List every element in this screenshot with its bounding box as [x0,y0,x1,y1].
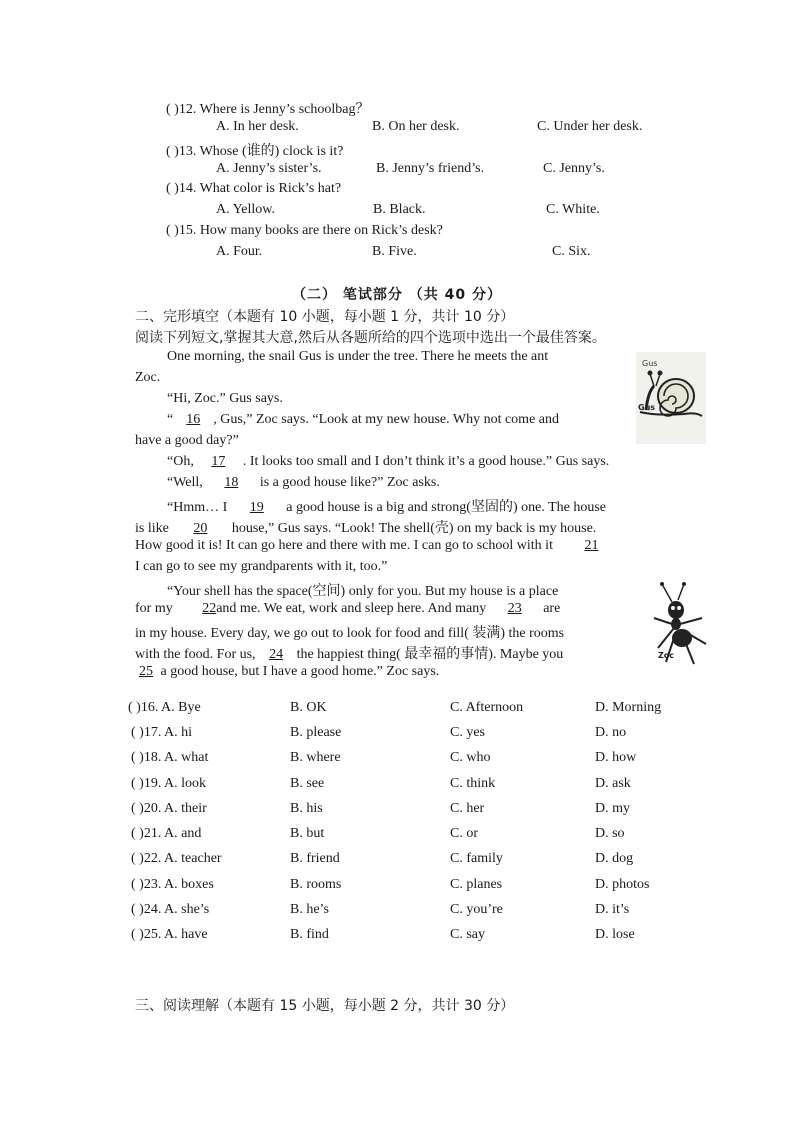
reading-heading: 三、阅读理解（本题有 15 小题，每小题 2 分，共计 30 分） [135,998,515,1014]
cloze-option-c: C. who [450,750,491,765]
cloze-question-number: ( )22. A. teacher [131,851,222,866]
passage-text: and me. We eat, work and sleep here. And many [216,601,487,616]
cloze-option-d: D. dog [595,851,634,866]
cloze-option-c: C. you’re [450,902,503,917]
passage-text: are [543,601,561,616]
passage-text: “Hmm… I [167,500,228,515]
blank-19: 19 [249,500,264,515]
cloze-option-row [128,776,688,796]
passage-text: with the food. For us, [135,647,256,662]
blank-18: 18 [224,475,239,490]
cloze-question-number: ( )25. A. have [131,927,208,942]
passage-text: , Gus,” Zoc says. “Look at my new house. Why not come and [213,412,559,427]
blank-23: 23 [507,601,522,616]
cloze-instruction: 阅读下列短文,掌握其大意,然后从各题所给的四个选项中选出一个最佳答案。 [135,330,606,346]
cloze-question-number: ( )20. A. their [131,801,207,816]
cloze-option-b: B. rooms [290,877,342,892]
cloze-question-number: ( )18. A. what [131,750,209,765]
ant-label: Zoc [658,651,675,660]
passage-line [167,496,606,516]
passage-line: Zoc. [135,370,161,385]
cloze-option-d: D. Morning [595,700,662,715]
question-12: ( )12. Where is Jenny’s schoolbag？ [166,102,370,117]
passage-text: a good house, but I have a good home.” Zoc says. [160,664,440,679]
passage-line [167,475,440,491]
option-12-a: A. In her desk. [216,119,299,134]
cloze-option-row [128,877,688,897]
option-13-a: A. Jenny’s sister’s. [216,161,322,176]
blank-17: 17 [211,454,226,469]
option-15-b: B. Five. [372,244,417,259]
passage-text: . It looks too small and I don’t think it’s a good house.” Gus says. [242,454,610,469]
cloze-option-b: B. find [290,927,329,942]
blank-24: 24 [269,647,284,662]
blank-22: 22 [202,601,217,616]
passage-line: I can go to see my grandparents with it, too.” [135,559,388,574]
cloze-option-b: B. OK [290,700,327,715]
cloze-option-row [128,851,688,871]
cloze-option-c: C. or [450,826,478,841]
cloze-option-d: D. my [595,801,630,816]
cloze-option-b: B. but [290,826,325,841]
blank-21: 21 [584,538,599,553]
question-14: ( )14. What color is Rick’s hat? [166,181,342,196]
passage-line: One morning, the snail Gus is under the tree. There he meets the ant [167,349,549,364]
cloze-option-d: D. how [595,750,637,765]
cloze-option-c: C. family [450,851,503,866]
passage-text: “Oh, [167,454,194,469]
cloze-option-d: D. no [595,725,627,740]
option-14-c: C. White. [546,202,600,217]
passage-text: the happiest thing( 最幸福的事情). Maybe you [296,647,564,662]
passage-text: “ [167,412,174,427]
option-14-b: B. Black. [373,202,426,217]
option-12-c: C. Under her desk. [537,119,643,134]
passage-text: a good house is a big and strong(坚固的) one. The house [286,500,607,515]
cloze-heading: 二、完形填空（本题有 10 小题，每小题 1 分，共计 10 分） [135,309,515,325]
cloze-option-d: D. ask [595,776,631,791]
cloze-option-d: D. so [595,826,625,841]
question-15: ( )15. How many books are there on Rick’s desk? [166,223,443,238]
cloze-option-row [128,725,688,745]
option-15-c: C. Six. [552,244,591,259]
snail-illustration [636,352,706,444]
cloze-option-c: C. say [450,927,485,942]
cloze-question-number: ( )16. A. Bye [128,700,201,715]
cloze-option-c: C. yes [450,725,485,740]
snail-label: Gus [638,403,656,412]
ant-illustration [636,578,712,670]
passage-text: for my [135,601,173,616]
passage-text: house,” Gus says. “Look! The shell(壳) on my back is my house. [231,521,597,536]
cloze-option-row [128,750,688,770]
option-14-a: A. Yellow. [216,202,275,217]
cloze-question-number: ( )17. A. hi [131,725,193,740]
cloze-question-number: ( )23. A. boxes [131,877,214,892]
cloze-option-d: D. it’s [595,902,630,917]
passage-line: in my house. Every day, we go out to look for food and fill( 装满) the rooms [135,626,565,641]
cloze-option-b: B. see [290,776,325,791]
question-13: ( )13. Whose (谁的) clock is it? [166,144,344,159]
option-12-b: B. On her desk. [372,119,460,134]
passage-line [167,412,559,428]
cloze-option-row [128,902,688,922]
cloze-question-number: ( )24. A. she’s [131,902,210,917]
passage-line: have a good day?” [135,433,239,448]
cloze-option-b: B. friend [290,851,340,866]
passage-text: How good it is! It can go here and there with me. I can go to school with it [135,538,553,553]
passage-line [135,517,596,537]
cloze-option-b: B. please [290,725,342,740]
option-15-a: A. Four. [216,244,263,259]
cloze-option-b: B. he’s [290,902,329,917]
option-13-c: C. Jenny’s. [543,161,605,176]
passage-line [135,643,563,663]
cloze-option-row [128,927,688,947]
cloze-question-number: ( )19. A. look [131,776,207,791]
blank-25: 25 [139,664,153,679]
cloze-option-d: D. lose [595,927,635,942]
passage-line: “Hi, Zoc.” Gus says. [167,391,283,406]
blank-20: 20 [193,521,208,536]
passage-text: “Well, [167,475,203,490]
cloze-option-row [128,826,688,846]
cloze-option-c: C. Afternoon [450,700,524,715]
cloze-option-d: D. photos [595,877,650,892]
passage-line [167,454,609,470]
cloze-option-row [128,700,688,720]
passage-text: is like [135,521,169,536]
cloze-question-number: ( )21. A. and [131,826,202,841]
cloze-option-b: B. where [290,750,341,765]
blank-16: 16 [186,412,201,427]
cloze-option-c: C. think [450,776,496,791]
passage-line [135,601,560,617]
option-13-b: B. Jenny’s friend’s. [376,161,485,176]
passage-line [135,664,439,680]
passage-line [135,538,598,554]
passage-line: “Your shell has the space(空间) only for you. But my house is a place [167,584,559,599]
cloze-option-b: B. his [290,801,323,816]
cloze-option-c: C. planes [450,877,503,892]
cloze-option-row [128,801,688,821]
section-title: （二） 笔试部分 （共 40 分） [292,287,502,303]
cloze-option-c: C. her [450,801,485,816]
passage-text: is a good house like?” Zoc asks. [259,475,440,490]
snail-label-top: Gus [642,359,658,368]
